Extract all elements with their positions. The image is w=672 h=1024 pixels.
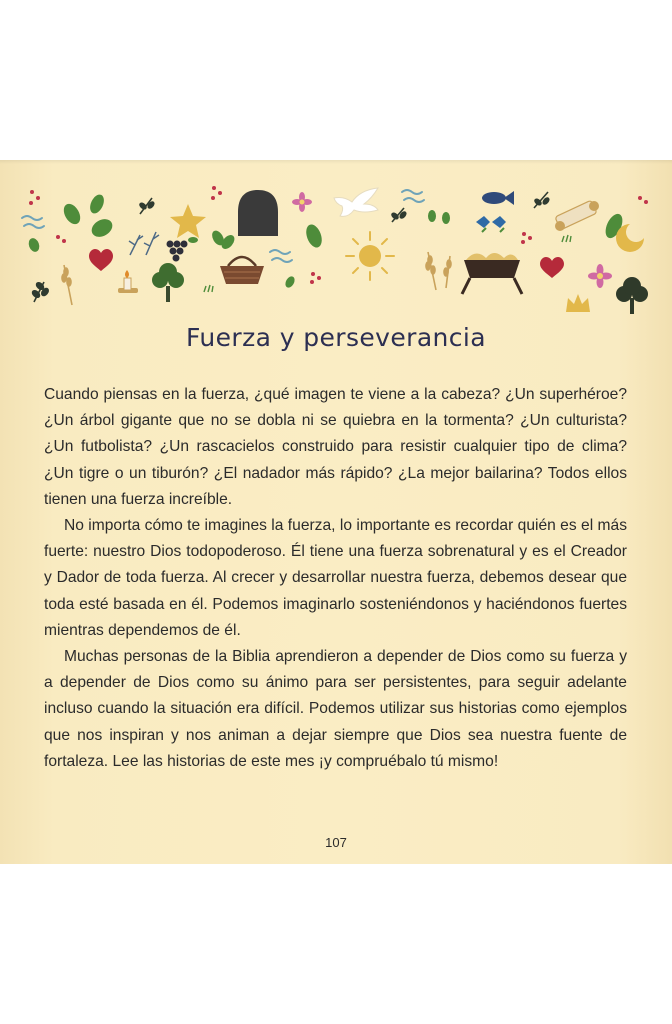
- grapes-icon: [167, 237, 199, 262]
- moon-icon: [616, 224, 644, 252]
- candle-icon: [118, 270, 138, 293]
- page-title: Fuerza y perseverancia: [185, 323, 486, 352]
- heart-icon: [89, 249, 113, 271]
- sun-icon: [346, 232, 394, 280]
- illustration-band: [0, 160, 672, 320]
- birds-icon: [476, 216, 506, 232]
- page-number: 107: [325, 835, 347, 850]
- book-page: [0, 160, 672, 864]
- body-text: [44, 382, 627, 775]
- paragraph: No importa cómo te imagines la fuerza, lo importante es recordar quién es el más fuerte: nuestro Dios todopoderoso. Él tiene una fuerza sobrenatural y es el Creador y Dador de toda fuerza. Al crecer y desarrollar nuestra fuerza, debemos desear que toda esté basada en él. Podemos imaginarlo sosteniéndonos y haciéndonos fuertes mientras dependemos de él.: [44, 517, 627, 639]
- star-icon: [170, 204, 206, 238]
- manger-icon: [462, 253, 522, 294]
- flower-icon: [292, 192, 612, 288]
- basket-icon: [220, 257, 264, 284]
- paragraph: Cuando piensas en la fuerza, ¿qué imagen te viene a la cabeza? ¿Un superhéroe? ¿Un árbol gigante que no se dobla ni se quiebra en la tormenta? ¿Un culturista? ¿Un futbolista? ¿Un rascacielos construido para resistir cualquier tipo de clima? ¿Un tigre o un tiburón? ¿El nadador más rápido? ¿La mejor bailarina? Todos ellos tienen una fuerza increíble.: [44, 386, 627, 508]
- dots-icon: [29, 190, 66, 243]
- wheat-icon-right: [426, 252, 451, 290]
- paragraph: Muchas personas de la Biblia aprendieron a depender de Dios como su fuerza y a depender de Dios como su ánimo para ser persistentes, para seguir adelante incluso cuando la situación era difícil. Podemos utilizar sus historias como ejemplos que nos inspiran y nos animan a dejar siempre que Dios sea nuestra fuente de fortaleza. Lee las historias de este mes ¡y compruébalo tú mismo!: [44, 648, 627, 770]
- dove-icon: [334, 188, 378, 216]
- wheat-icon: [62, 265, 72, 305]
- tree-icon-right: [616, 277, 648, 314]
- scroll-icon: [555, 200, 599, 231]
- tomb-icon: [238, 190, 278, 236]
- branch-icon-right: [391, 192, 550, 222]
- crown-icon: [566, 294, 590, 312]
- waves-icon: [22, 216, 44, 228]
- heart-icon-right: [540, 257, 564, 278]
- fish-icon: [482, 191, 514, 205]
- sprig-icon: [129, 232, 159, 255]
- tree-icon: [152, 263, 184, 302]
- leaves-icon: [27, 192, 116, 253]
